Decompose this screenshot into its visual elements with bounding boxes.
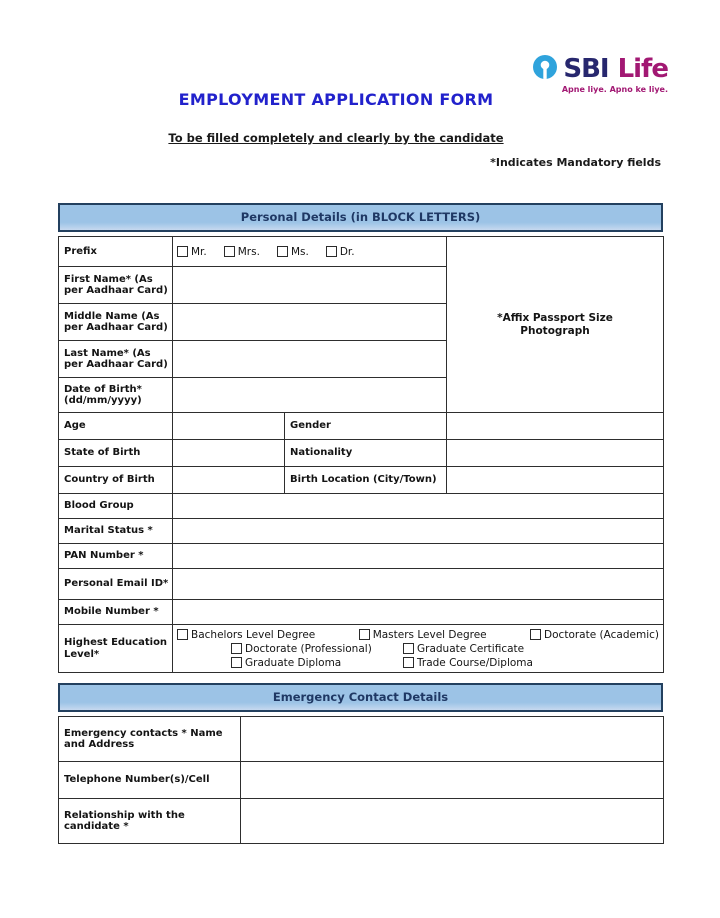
age-field[interactable] (173, 413, 285, 440)
first-name-field[interactable] (173, 267, 447, 304)
graduate-diploma-checkbox[interactable] (231, 657, 242, 668)
age-label: Age (59, 413, 173, 440)
prefix-ms-label: Ms. (290, 245, 309, 258)
marital-status-label: Marital Status * (59, 519, 173, 544)
mandatory-fields-note: *Indicates Mandatory fields (490, 156, 661, 169)
blood-group-label: Blood Group (59, 494, 173, 519)
bachelors-degree-label: Bachelors Level Degree (191, 628, 316, 641)
graduate-diploma-label: Graduate Diploma (245, 656, 342, 669)
masters-degree-label: Masters Level Degree (372, 628, 487, 641)
prefix-mrs-label: Mrs. (237, 245, 260, 258)
date-of-birth-label: Date of Birth* (dd/mm/yyyy) (59, 378, 173, 413)
graduate-certificate-label: Graduate Certificate (417, 642, 525, 655)
prefix-ms-checkbox[interactable] (277, 246, 288, 257)
brand-sbi-text: SBI (563, 54, 609, 84)
doctorate-academic-checkbox[interactable] (530, 629, 541, 640)
logo-tagline: Apne liye. Apno ke liye. (561, 85, 668, 94)
personal-email-field[interactable] (173, 569, 664, 600)
emergency-contact-section (58, 683, 663, 844)
education-option-doctorate-academic[interactable] (530, 629, 659, 641)
sbi-keyhole-icon (532, 54, 558, 84)
masters-degree-checkbox[interactable] (359, 629, 370, 640)
education-options-cell (173, 625, 664, 673)
last-name-field[interactable] (173, 341, 447, 378)
mobile-number-field[interactable] (173, 600, 664, 625)
nationality-label: Nationality (285, 440, 447, 467)
sbi-life-logo (532, 54, 668, 94)
prefix-mr-checkbox[interactable] (177, 246, 188, 257)
education-option-graduate-diploma[interactable] (231, 657, 403, 669)
education-option-bachelors[interactable] (177, 629, 315, 641)
pan-number-field[interactable] (173, 544, 664, 569)
brand-life-text: Life (617, 54, 668, 84)
relationship-label: Relationship with the candidate * (59, 799, 241, 844)
gender-label: Gender (285, 413, 447, 440)
education-option-graduate-certificate[interactable] (403, 643, 524, 655)
prefix-option-mr[interactable] (177, 246, 207, 258)
first-name-label: First Name* (As per Aadhaar Card) (59, 267, 173, 304)
state-of-birth-field[interactable] (173, 440, 285, 467)
prefix-option-dr[interactable] (326, 246, 355, 258)
last-name-label: Last Name* (As per Aadhaar Card) (59, 341, 173, 378)
prefix-mrs-checkbox[interactable] (224, 246, 235, 257)
prefix-label: Prefix (59, 237, 173, 267)
prefix-options-cell (173, 237, 447, 267)
date-of-birth-field[interactable] (173, 378, 447, 413)
birth-location-field[interactable] (447, 467, 664, 494)
emergency-contact-table (58, 716, 664, 844)
personal-details-section (58, 203, 663, 673)
personal-details-table (58, 236, 664, 673)
doctorate-academic-label: Doctorate (Academic) (544, 628, 659, 641)
prefix-option-mrs[interactable] (224, 246, 260, 258)
nationality-field[interactable] (447, 440, 664, 467)
pan-number-label: PAN Number * (59, 544, 173, 569)
doctorate-professional-label: Doctorate (Professional) (245, 642, 372, 655)
highest-education-label: Highest Education Level* (59, 625, 173, 673)
birth-location-label: Birth Location (City/Town) (285, 467, 447, 494)
prefix-mr-label: Mr. (191, 245, 207, 258)
personal-email-label: Personal Email ID* (59, 569, 173, 600)
title-block (56, 90, 616, 145)
telephone-number-label: Telephone Number(s)/Cell (59, 762, 241, 799)
page-title: EMPLOYMENT APPLICATION FORM (178, 90, 494, 109)
education-option-trade-course[interactable] (403, 657, 533, 669)
middle-name-field[interactable] (173, 304, 447, 341)
gender-field[interactable] (447, 413, 664, 440)
blood-group-field[interactable] (173, 494, 664, 519)
middle-name-label: Middle Name (As per Aadhaar Card) (59, 304, 173, 341)
state-of-birth-label: State of Birth (59, 440, 173, 467)
education-option-doctorate-professional[interactable] (231, 643, 403, 655)
doctorate-professional-checkbox[interactable] (231, 643, 242, 654)
telephone-number-field[interactable] (241, 762, 664, 799)
trade-course-checkbox[interactable] (403, 657, 414, 668)
emergency-contact-header: Emergency Contact Details (58, 683, 663, 712)
emergency-contacts-field[interactable] (241, 717, 664, 762)
mobile-number-label: Mobile Number * (59, 600, 173, 625)
graduate-certificate-checkbox[interactable] (403, 643, 414, 654)
relationship-field[interactable] (241, 799, 664, 844)
prefix-option-ms[interactable] (277, 246, 309, 258)
country-of-birth-field[interactable] (173, 467, 285, 494)
prefix-dr-label: Dr. (339, 245, 355, 258)
education-option-masters[interactable] (359, 629, 487, 641)
passport-photo-cell (447, 237, 664, 413)
personal-details-header: Personal Details (in BLOCK LETTERS) (58, 203, 663, 232)
page-subtitle: To be filled completely and clearly by the candidate (168, 131, 504, 145)
country-of-birth-label: Country of Birth (59, 467, 173, 494)
passport-photo-note: *Affix Passport Size Photograph (497, 311, 613, 337)
emergency-contacts-label: Emergency contacts * Name and Address (59, 717, 241, 762)
trade-course-label: Trade Course/Diploma (417, 656, 533, 669)
bachelors-degree-checkbox[interactable] (177, 629, 188, 640)
marital-status-field[interactable] (173, 519, 664, 544)
prefix-dr-checkbox[interactable] (326, 246, 337, 257)
